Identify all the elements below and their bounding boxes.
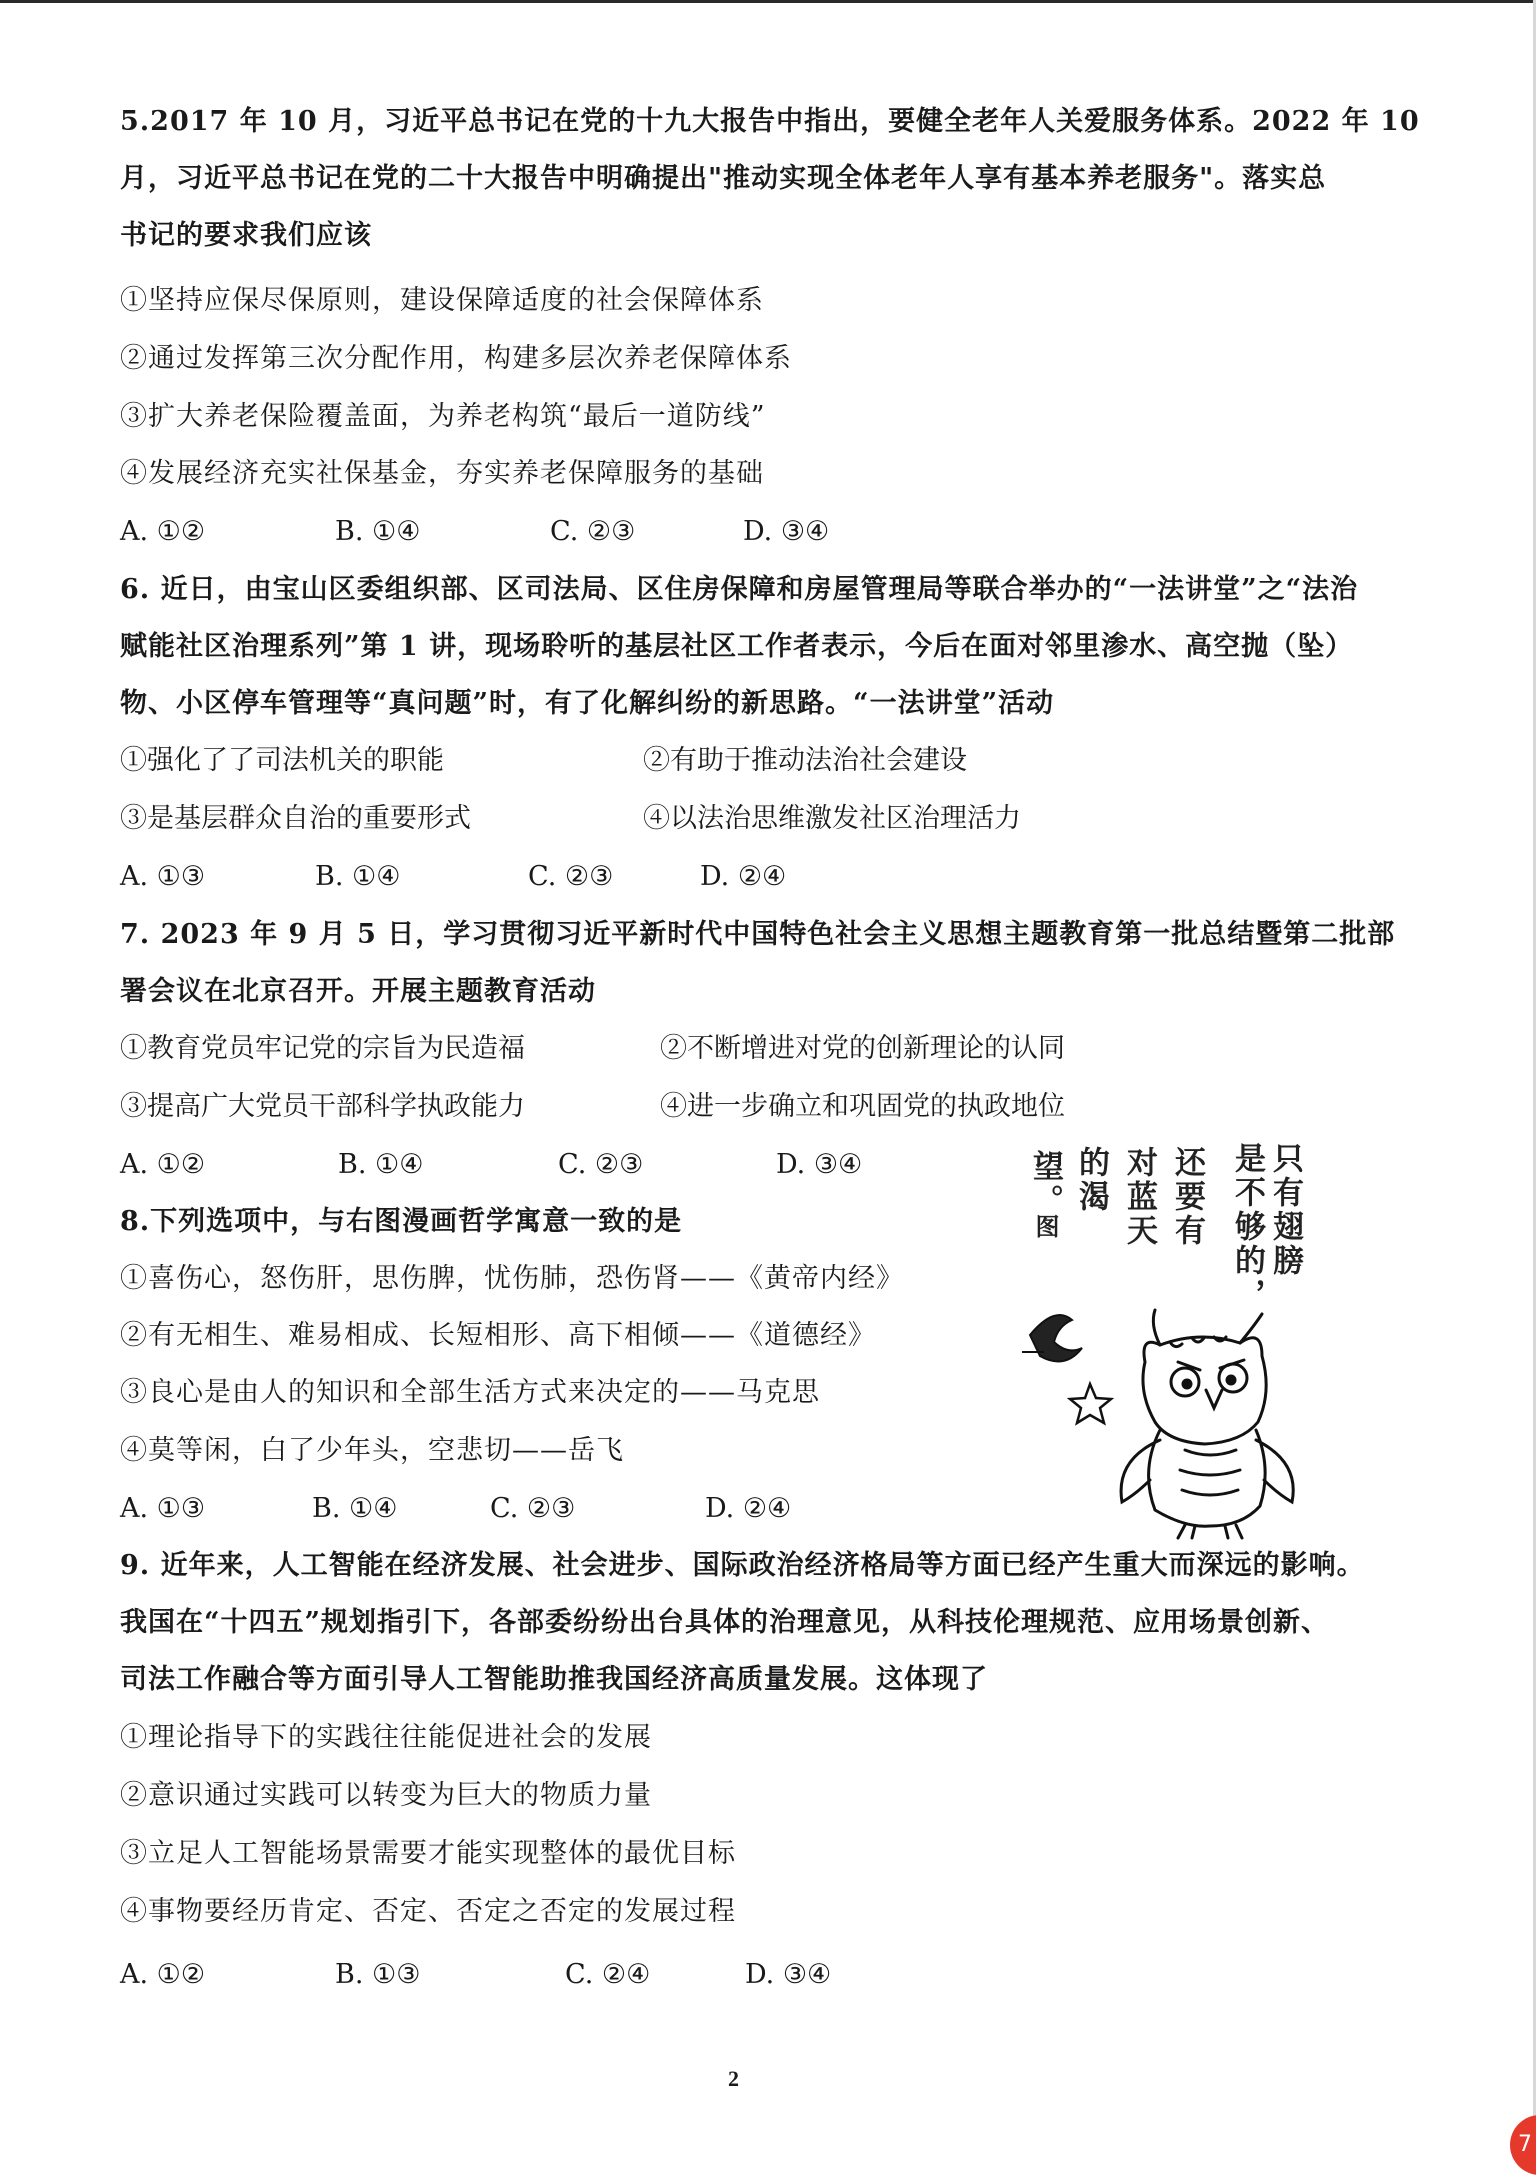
cartoon-text-col-4: 对蓝天	[1121, 1146, 1157, 1248]
q7-item-3: ③提高广大党员干部科学执政能力	[120, 1091, 525, 1122]
q8-stem-line-1: 8.下列选项中，与右图漫画哲学寓意一致的是	[120, 1206, 683, 1237]
q8-item-1: ①喜伤心，怒伤肝，思伤脾，忧伤肺，恐伤肾——《黄帝内经》	[120, 1263, 904, 1294]
q5-answer-d: D. ③④	[743, 516, 830, 547]
cartoon-text-col-1: 只有翅膀	[1267, 1142, 1303, 1278]
q9-stem-line-3: 司法工作融合等方面引导人工智能助推我国经济高质量发展。这体现了	[120, 1664, 988, 1695]
q9-stem-line-1: 9. 近年来，人工智能在经济发展、社会进步、国际政治经济格局等方面已经产生重大而深远的影响。	[120, 1550, 1365, 1581]
q9-answer-c: C. ②④	[565, 1959, 651, 1990]
q5-stem-line-3: 书记的要求我们应该	[120, 220, 372, 251]
q6-stem-line-1: 6. 近日，由宝山区委组织部、区司法局、区住房保障和房屋管理局等联合举办的“一法讲堂”之“法治	[120, 574, 1359, 605]
star-icon	[1070, 1384, 1111, 1423]
q6-item-4: ④以法治思维激发社区治理活力	[643, 803, 1021, 834]
q6-answer-b: B. ①④	[315, 861, 401, 892]
scan-top-edge	[0, 0, 1536, 3]
q9-answer-a: A. ①②	[120, 1959, 206, 1990]
q8-answer-a: A. ①③	[120, 1493, 206, 1524]
q5-item-4: ④发展经济充实社保基金，夯实养老保障服务的基础	[120, 458, 764, 489]
q5-answer-b: B. ①④	[335, 516, 421, 547]
q5-stem-line-2: 月，习近平总书记在党的二十大报告中明确提出"推动实现全体老年人享有基本养老服务"。落实总	[120, 163, 1327, 194]
q6-answer-c: C. ②③	[528, 861, 614, 892]
q9-item-1: ①理论指导下的实践往往能促进社会的发展	[120, 1722, 652, 1753]
q6-item-3: ③是基层群众自治的重要形式	[120, 803, 471, 834]
q6-item-1: ①强化了了司法机关的职能	[120, 745, 444, 776]
q9-stem-line-2: 我国在“十四五”规划指引下，各部委纷纷出台具体的治理意见，从科技伦理规范、应用场景创新、	[120, 1607, 1330, 1638]
q8-answer-b: B. ①④	[312, 1493, 398, 1524]
q7-answer-d: D. ③④	[776, 1149, 863, 1180]
q7-stem-line-2: 署会议在北京召开。开展主题教育活动	[120, 976, 596, 1007]
q9-item-2: ②意识通过实践可以转变为巨大的物质力量	[120, 1780, 652, 1811]
owl-drawing	[1010, 1130, 1310, 1540]
q7-stem-line-1: 7. 2023 年 9 月 5 日，学习贯彻习近平新时代中国特色社会主义思想主题教育第一批总结暨第二批部	[120, 919, 1396, 950]
cartoon-text-col-3: 还要有	[1169, 1146, 1205, 1248]
owl-cartoon	[1010, 1130, 1310, 1540]
q5-answer-c: C. ②③	[550, 516, 636, 547]
q5-answer-a: A. ①②	[120, 516, 206, 547]
q6-answer-d: D. ②④	[700, 861, 787, 892]
q8-item-3: ③良心是由人的知识和全部生活方式来决定的——马克思	[120, 1377, 820, 1408]
q7-answer-c: C. ②③	[558, 1149, 644, 1180]
q8-answer-c: C. ②③	[490, 1493, 576, 1524]
q9-item-4: ④事物要经历肯定、否定、否定之否定的发展过程	[120, 1896, 736, 1927]
moon-icon	[1030, 1315, 1082, 1361]
q7-answer-b: B. ①④	[338, 1149, 424, 1180]
q9-answer-b: B. ①③	[335, 1959, 421, 1990]
q7-item-4: ④进一步确立和巩固党的执政地位	[660, 1091, 1065, 1122]
q9-item-3: ③立足人工智能场景需要才能实现整体的最优目标	[120, 1838, 736, 1869]
page-number: 2	[728, 2066, 739, 2091]
q8-item-2: ②有无相生、难易相成、长短相形、高下相倾——《道德经》	[120, 1320, 876, 1351]
q6-item-2: ②有助于推动法治社会建设	[643, 745, 967, 776]
cartoon-text-col-5: 的渴	[1073, 1146, 1109, 1214]
q5-item-1: ①坚持应保尽保原则，建设保障适度的社会保障体系	[120, 285, 764, 316]
q5-item-2: ②通过发挥第三次分配作用，构建多层次养老保障体系	[120, 343, 792, 374]
q8-item-4: ④莫等闲，白了少年头，空悲切——岳飞	[120, 1435, 624, 1466]
q6-stem-line-3: 物、小区停车管理等“真问题”时，有了化解纠纷的新思路。“一法讲堂”活动	[120, 688, 1055, 719]
q7-answer-a: A. ①②	[120, 1149, 206, 1180]
q9-answer-d: D. ③④	[745, 1959, 832, 1990]
q5-stem-line-1: 5.2017 年 10 月，习近平总书记在党的十九大报告中指出，要健全老年人关爱服务体系。2022 年 10	[120, 106, 1420, 137]
cartoon-text-col-2: 是不够的，	[1229, 1142, 1265, 1312]
q8-answer-d: D. ②④	[705, 1493, 792, 1524]
q7-item-2: ②不断增进对党的创新理论的认同	[660, 1033, 1065, 1064]
q6-stem-line-2: 赋能社区治理系列”第 1 讲，现场聆听的基层社区工作者表示，今后在面对邻里渗水、高空抛（坠）	[120, 631, 1354, 662]
q7-item-1: ①教育党员牢记党的宗旨为民造福	[120, 1033, 525, 1064]
corner-badge[interactable]: 7	[1510, 2115, 1536, 2175]
q5-item-3: ③扩大养老保险覆盖面，为养老构筑“最后一道防线”	[120, 401, 766, 432]
owl-icon	[1121, 1310, 1293, 1538]
cartoon-text-col-6: 望。	[1027, 1150, 1063, 1218]
q6-answer-a: A. ①③	[120, 861, 206, 892]
cartoon-signature: 图	[1031, 1214, 1059, 1241]
